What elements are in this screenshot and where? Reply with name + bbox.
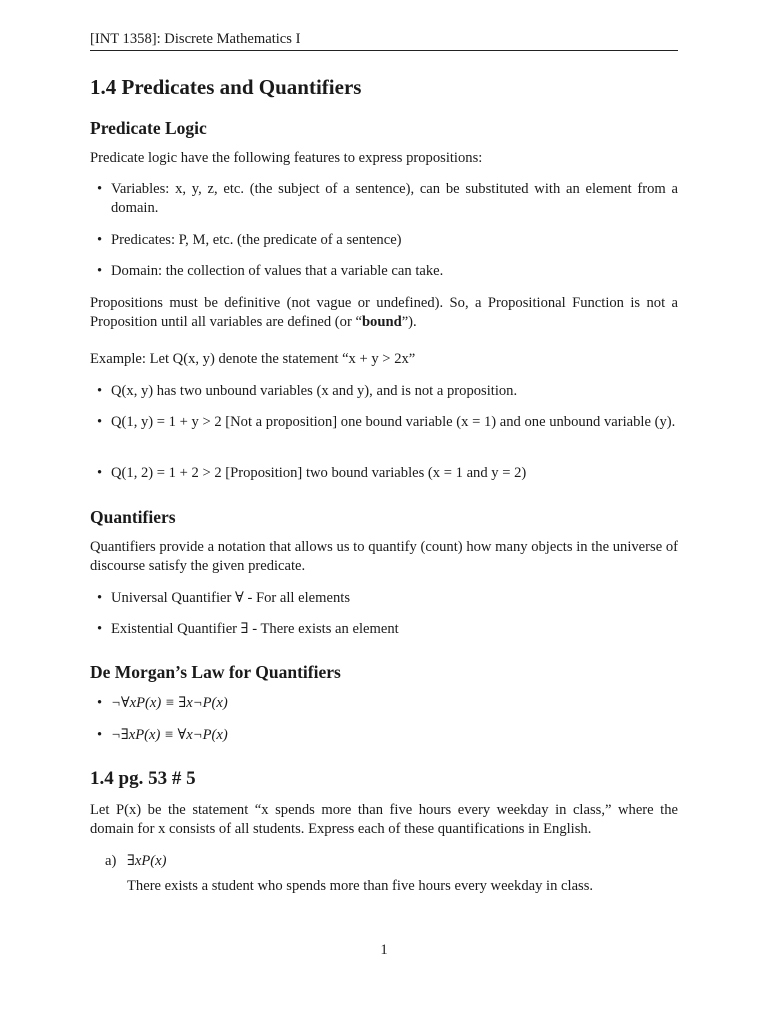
- section-title: 1.4 Predicates and Quantifiers: [90, 75, 362, 99]
- page-number: 1: [380, 942, 388, 958]
- predicate-logic-intro: Predicate logic have the following features to express propositions:: [90, 150, 483, 166]
- bound-paragraph-end: ”).: [401, 314, 417, 330]
- list-item: [97, 726, 678, 745]
- bullet-icon: •: [97, 465, 103, 481]
- list-item-text: Q(x, y) has two unbound variables (x and y), and is not a proposition.: [111, 383, 518, 399]
- bullet-icon: •: [97, 621, 103, 637]
- list-item-text: Domain: the collection of values that a variable can take.: [111, 263, 444, 279]
- list-item: [97, 180, 678, 218]
- list-item-text: ¬∀xP(x) ≡ ∃x¬P(x): [111, 695, 228, 711]
- bullet-icon: •: [97, 383, 103, 399]
- list-item-text: Q(1, 2) = 1 + 2 > 2 [Proposition] two bound variables (x = 1 and y = 2): [111, 465, 527, 481]
- list-item: [97, 694, 678, 713]
- list-item-text: Existential Quantifier ∃ - There exists an element: [111, 621, 399, 637]
- quantifiers-intro: Quantifiers provide a notation that allows us to quantify (count) how many objects in the universe of discourse satisfy the given predicate.: [90, 539, 678, 574]
- list-item: [97, 382, 678, 401]
- quantifiers-heading: Quantifiers: [90, 507, 176, 527]
- part-a-label: a): [105, 853, 117, 869]
- list-item-text: Variables: x, y, z, etc. (the subject of a sentence), can be substituted with an element from a domain.: [111, 181, 678, 216]
- bullet-icon: •: [97, 590, 103, 606]
- bound-paragraph: [90, 294, 678, 332]
- list-item: [97, 620, 678, 639]
- part-a-formula: ∃xP(x): [127, 853, 167, 869]
- list-item-text: Universal Quantifier ∀ - For all elements: [111, 590, 350, 606]
- bullet-icon: •: [97, 232, 103, 248]
- list-item: [97, 464, 678, 483]
- list-item-text: Q(1, y) = 1 + y > 2 [Not a proposition] one bound variable (x = 1) and one unbound variable (y).: [111, 414, 676, 430]
- example-intro: Example: Let Q(x, y) denote the statement “x + y > 2x”: [90, 351, 416, 367]
- bullet-icon: •: [97, 181, 103, 197]
- running-header: [INT 1358]: Discrete Mathematics I: [90, 31, 301, 47]
- bound-keyword: bound: [361, 314, 402, 330]
- bullet-icon: •: [97, 414, 103, 430]
- bullet-icon: •: [97, 695, 103, 711]
- bullet-icon: •: [97, 263, 103, 279]
- list-item-text: ¬∃xP(x) ≡ ∀x¬P(x): [111, 727, 228, 743]
- list-item: [97, 589, 678, 608]
- de-morgan-heading: De Morgan’s Law for Quantifiers: [90, 662, 341, 682]
- list-item: [97, 262, 678, 281]
- list-item-text: Predicates: P, M, etc. (the predicate of a sentence): [111, 232, 402, 248]
- predicate-logic-heading: Predicate Logic: [90, 118, 207, 138]
- bound-paragraph-start: Propositions must be definitive (not vague or undefined). So, a Propositional Function is not a Proposition until all variables are defined (or “: [90, 295, 678, 330]
- header-rule: [90, 50, 678, 51]
- part-a-answer: There exists a student who spends more than five hours every weekday in class.: [127, 878, 594, 894]
- exercise-statement: Let P(x) be the statement “x spends more than five hours every weekday in class,” where the domain for x consists of all students. Express each of these quantifications in English.: [90, 802, 678, 837]
- list-item: [97, 231, 678, 250]
- bullet-icon: •: [97, 727, 103, 743]
- exercise-heading: 1.4 pg. 53 # 5: [90, 768, 196, 789]
- list-item: [97, 413, 678, 432]
